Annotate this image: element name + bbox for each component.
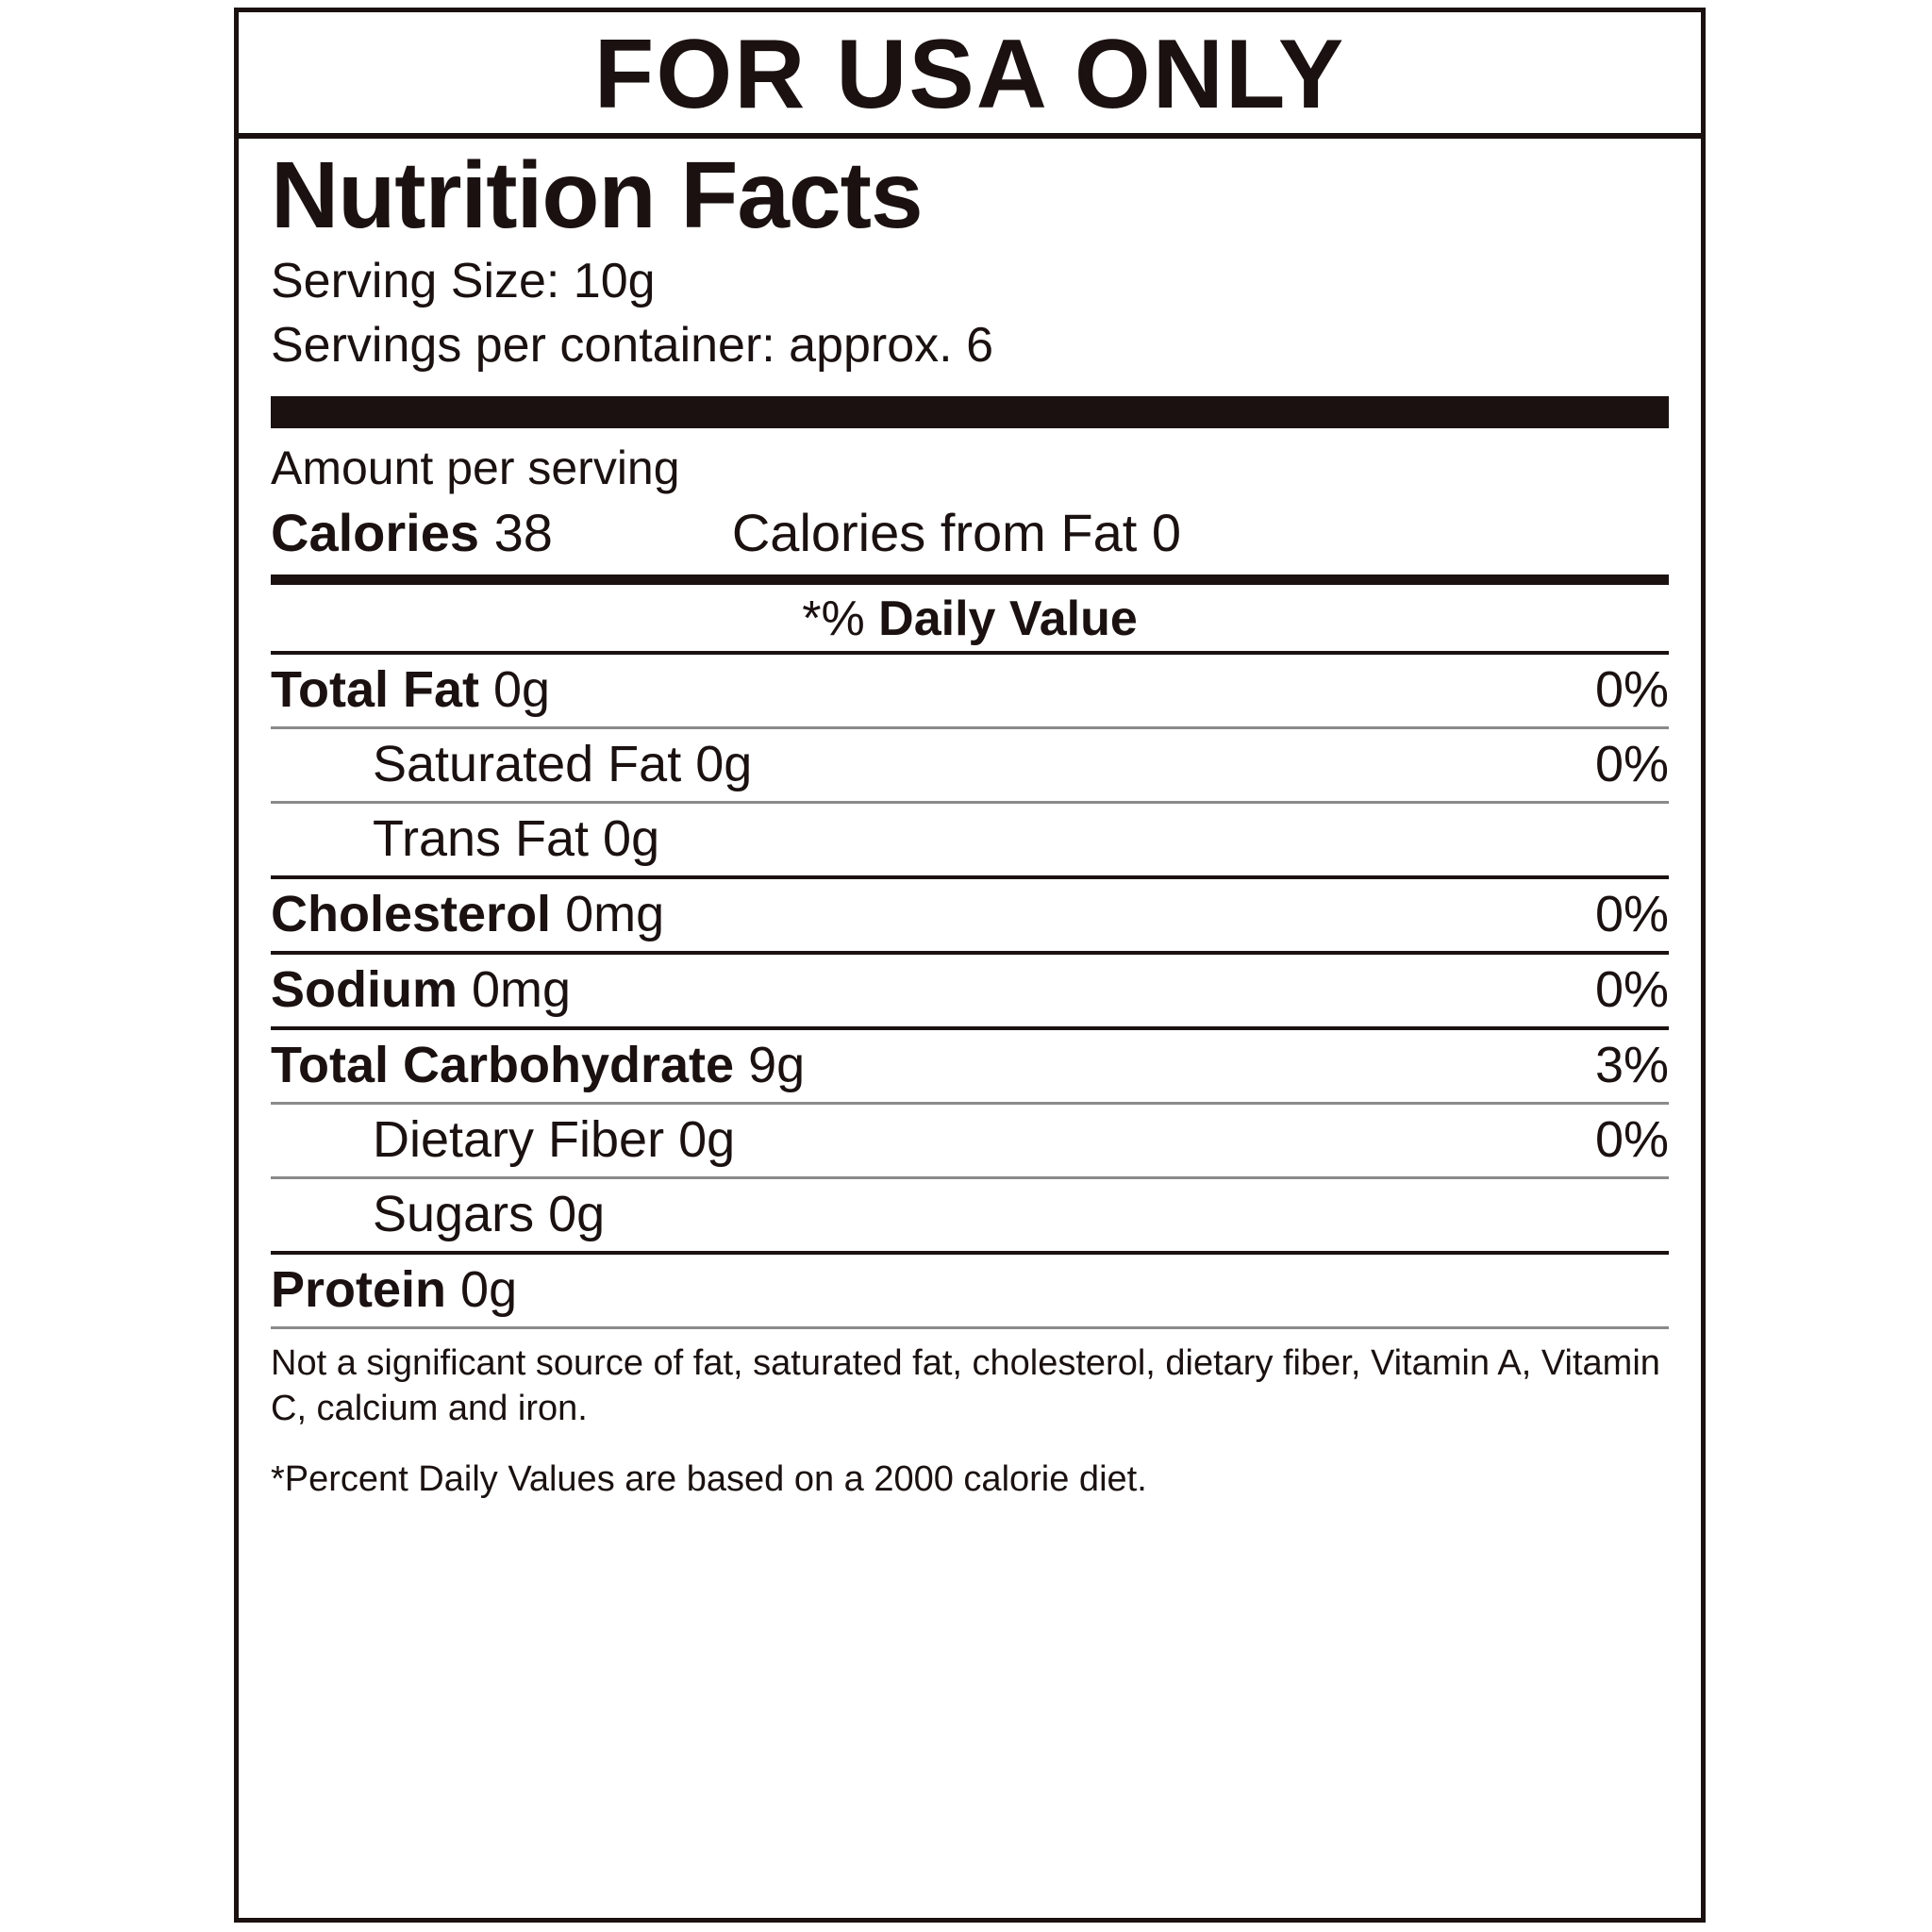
row-nutrient-name: Total Carbohydrate [271,1036,735,1093]
row-amount: 0g [493,660,551,718]
table-row [271,1255,1669,1326]
row-label [271,1260,517,1319]
row-daily-value: 3% [1594,1036,1669,1093]
daily-value-bold-text: Daily Value [878,591,1138,646]
row-daily-value: 0% [1594,1110,1669,1168]
row-label: Saturated Fat 0g [373,735,753,792]
table-row [271,655,1669,726]
row-label [271,1036,805,1094]
row-label: Trans Fat 0g [373,809,660,867]
row-nutrient-name: Protein [271,1260,447,1318]
divider-thick [271,396,1669,428]
table-row [271,1105,1669,1176]
row-daily-value: 0% [1594,885,1669,942]
row-amount: 0mg [565,885,665,942]
row-label: Sugars 0g [373,1185,606,1242]
nutrition-facts-panel [234,8,1706,1923]
row-daily-value: 0% [1594,660,1669,718]
row-nutrient-name: Total Fat [271,660,479,718]
daily-value-header [271,585,1669,651]
row-amount: 9g [748,1036,806,1093]
row-label [271,885,664,943]
row-amount: 0mg [472,960,572,1018]
row-daily-value: 0% [1594,735,1669,792]
table-row [271,1030,1669,1102]
table-row [271,1179,1669,1251]
row-nutrient-name: Sodium [271,960,458,1018]
percent-daily-value-note: *Percent Daily Values are based on a 2000 calorie diet. [271,1459,1147,1500]
table-row [271,955,1669,1026]
row-label [271,660,550,719]
servings-per-container-text: Servings per container: approx. 6 [271,318,993,374]
divider-medium [271,575,1669,585]
daily-value-star: *% [802,591,879,646]
calories-from-fat: Calories from Fat 0 [731,502,1181,562]
row-label: Dietary Fiber 0g [373,1110,736,1168]
row-amount: 0g [460,1260,518,1318]
table-row [271,879,1669,951]
calories-row [271,502,1669,569]
not-significant-source-note: Not a significant source of fat, saturated fat, cholesterol, dietary fiber, Vitamin A, Vitamin C, calcium and iron. [271,1342,1660,1429]
row-label [271,960,571,1019]
amount-per-serving-label: Amount per serving [271,441,680,494]
calories-label-group [271,502,553,563]
row-daily-value: 0% [1594,960,1669,1018]
table-row [271,729,1669,801]
table-row [271,804,1669,875]
row-nutrient-name: Cholesterol [271,885,552,942]
serving-size-text: Serving Size: 10g [271,254,656,308]
page-title: Nutrition Facts [271,142,923,248]
for-usa-only-banner: FOR USA ONLY [239,12,1701,139]
calories-value: 38 [493,502,553,562]
calories-label: Calories [271,502,479,562]
